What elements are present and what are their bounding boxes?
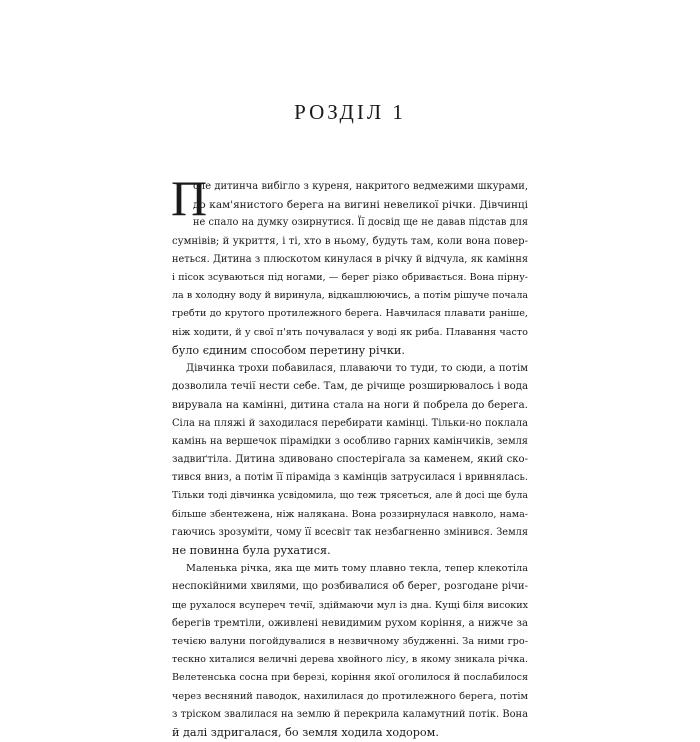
text-line: гаючись зрозуміти, чому її всесвіт так незбагненно змінився. Земля xyxy=(172,526,528,538)
text-line: неться. Дитина з плюскотом кинулася в річку й відчула, як каміння xyxy=(172,253,528,265)
text-line: Сіла на пляжі й заходилася перебирати камінці. Тільки-но поклала xyxy=(172,417,528,429)
text-line: і пісок зсуваються під ногами, — берег різко обривається. Вона пірну- xyxy=(172,272,528,284)
text-line: ще рухалося всупереч течії, здіймаючи мул із дна. Кущі біля високих xyxy=(172,599,528,611)
text-line: Маленька річка, яка ще мить тому плавно текла, тепер клекотіла xyxy=(186,563,528,575)
text-line: течією валуни погойдувалися в незвичному збудженні. За ними гро- xyxy=(172,636,528,648)
text-line: Дівчинка трохи побавилася, плаваючи то туди, то сюди, а потім xyxy=(186,363,528,375)
text-line: гребти до крутого протилежного берега. Навчилася плавати раніше, xyxy=(172,308,528,320)
text-line: берегів тремтіли, оживлені невидимим рухом коріння, а нижче за xyxy=(172,617,528,629)
text-line: через весняний паводок, нахилилася до протилежного берега, потім xyxy=(172,690,528,702)
paragraph xyxy=(171,170,528,360)
text-line: тескно хиталися величні дерева хвойного лісу, в якому зникала річка. xyxy=(172,654,528,666)
drop-cap: П xyxy=(171,170,208,226)
text-line: тився вниз, а потім її піраміда з камінців затрусилася і вривнялась. xyxy=(172,472,528,484)
text-line: Тільки тоді дівчинка усвідомила, що теж трясеться, але й досі ще була xyxy=(172,490,528,502)
text-line: не спало на думку озирнутися. Її досвід ще не давав підстав для xyxy=(193,217,528,229)
text-line: не повинна була рухатися. xyxy=(172,544,331,558)
text-line: було єдиним способом перетину річки. xyxy=(172,343,405,357)
text-line: неспокійними хвилями, що розбивалися об берег, розгодане річи- xyxy=(172,581,528,593)
text-line: більше збентежена, ніж налякана. Вона роззирнулася навколо, нама- xyxy=(172,508,528,520)
text-line: ніж ходити, й у свої п'ять почувалася у воді як риба. Плавання часто xyxy=(172,326,528,338)
text-line: оле дитинча вибігло з куреня, накритого ведмежими шкурами, xyxy=(193,181,528,192)
text-line: до кам'янистого берега на вигині невеликої річки. Дівчинці xyxy=(193,199,528,212)
text-line: дозволила течії нести себе. Там, де річище розширювалось і вода xyxy=(172,381,528,393)
chapter-title: РОЗДІЛ 1 xyxy=(294,100,406,124)
paragraph xyxy=(172,360,528,560)
text-line: Велетенська сосна при березі, коріння якої оголилося й послабилося xyxy=(172,672,528,684)
text-line: сумнівів; й укриття, і ті, хто в ньому, будуть там, коли вона повер- xyxy=(172,235,528,247)
text-line: задвиґтіла. Дитина здивовано спостерігала за каменем, який ско- xyxy=(172,454,528,466)
text-line: вирувала на камінні, дитина стала на ноги й побрела до берега. xyxy=(172,399,528,412)
text-line: камінь на вершечок пірамідки з особливо гарних камінчиків, земля xyxy=(172,435,528,447)
text-line: ла в холодну воду й виринула, відкашлюючись, а потім рішуче почала xyxy=(172,290,528,302)
text-line: з тріском звалилася на землю й перекрила каламутний потік. Вона xyxy=(172,708,528,720)
paragraph xyxy=(172,560,528,742)
text-line: й далі здригалася, бо земля ходила ходором. xyxy=(172,726,439,740)
body-text xyxy=(171,170,528,742)
